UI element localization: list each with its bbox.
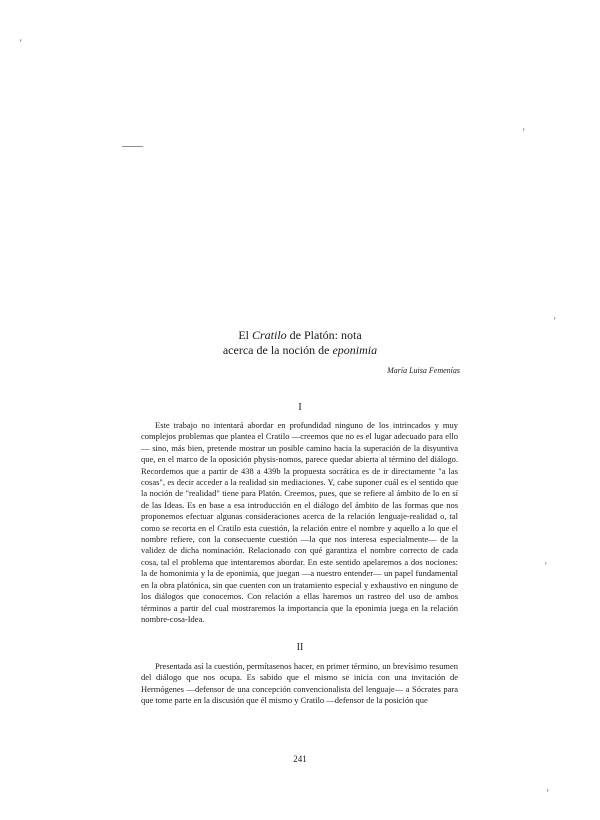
scan-mark-top-left: ' [20, 38, 22, 48]
title-line-1 [150, 328, 450, 343]
page-number: 241 [293, 754, 307, 764]
title-italic-work: Cratilo [251, 328, 287, 342]
title-text: El [238, 328, 252, 342]
title-text: acerca de la noción de [222, 343, 333, 357]
section-number-2: II [296, 642, 304, 653]
scan-mark-bottom-right: ' [547, 788, 549, 798]
scan-mark-top-right: ' [523, 127, 525, 137]
author-name: María Luisa Femenías [387, 366, 460, 375]
title-text: de Platón: nota [286, 328, 362, 342]
section-1-paragraph: Este trabajo no intentará abordar en profundidad ninguno de los intrincados y muy complejos problemas que plantea el Cratilo —creemos que no es el lugar adecuado para ello— sino, más bien, pretende mostrar un posible camino hacia la superación de la disyuntiva que, en el marco de la oposición physis-nomos, parece quedar abierta al término del diálogo. Recordemos que a partir de 438 a 439b la propuesta socrática es de ir directamente "a las cosas", es decir acceder a la realidad sin mediaciones. Y, cabe suponer cuál es el sentido que la noción de "realidad" tiene para Platón. Creemos, pues, que se refiere al ámbito de lo en sí de las Ideas. Es en base a esa introducción en el diálogo del ámbito de las formas que nos proponemos efectuar algunas consideraciones acerca de la relación lenguaje-realidad o, tal como se recorta en el Cratilo esta cuestión, la relación entre el nombre y aquello a lo que el nombre refiere, con la consecuente cuestión —la que nos interesa especialmente— de la validez de dicha nominación. Relacionado con qué garantiza el nombre correcto de cada cosa, tal el problema que intentaremos abordar. En este sentido apelaremos a dos nociones: la de homonimia y la de eponimia, que juegan —a nuestro entender— un papel fundamental en la obra platónica, sin que cuenten con un tratamiento especial y exhaustivo en ninguno de los diálogos que conocemos. Con relación a ellas haremos un rastreo del uso de ambos términos a partir del cual mostraremos la importancia que la eponimia juega en la relación nombre-cosa-Idea. [141, 420, 458, 624]
scan-mark-mid-right: ' [554, 316, 556, 326]
scan-mark-low-right: ' [545, 561, 547, 571]
article-title [150, 328, 450, 358]
section-number-1: I [298, 402, 302, 413]
section-2-paragraph: Presentada así la cuestión, permítasenos hacer, en primer término, un brevísimo resumen del diálogo que nos ocupa. Es sabido que el mismo se inicia con una invitación de Hermógenes —defensor de una concepción convencionalista del lenguaje— a Sócrates para que tome parte en la discusión que él mismo y Cratilo —defensor de la posición que [141, 661, 458, 706]
header-rule: _____ [122, 137, 142, 148]
title-italic-term: eponimia [332, 343, 378, 357]
title-line-2 [150, 343, 450, 358]
